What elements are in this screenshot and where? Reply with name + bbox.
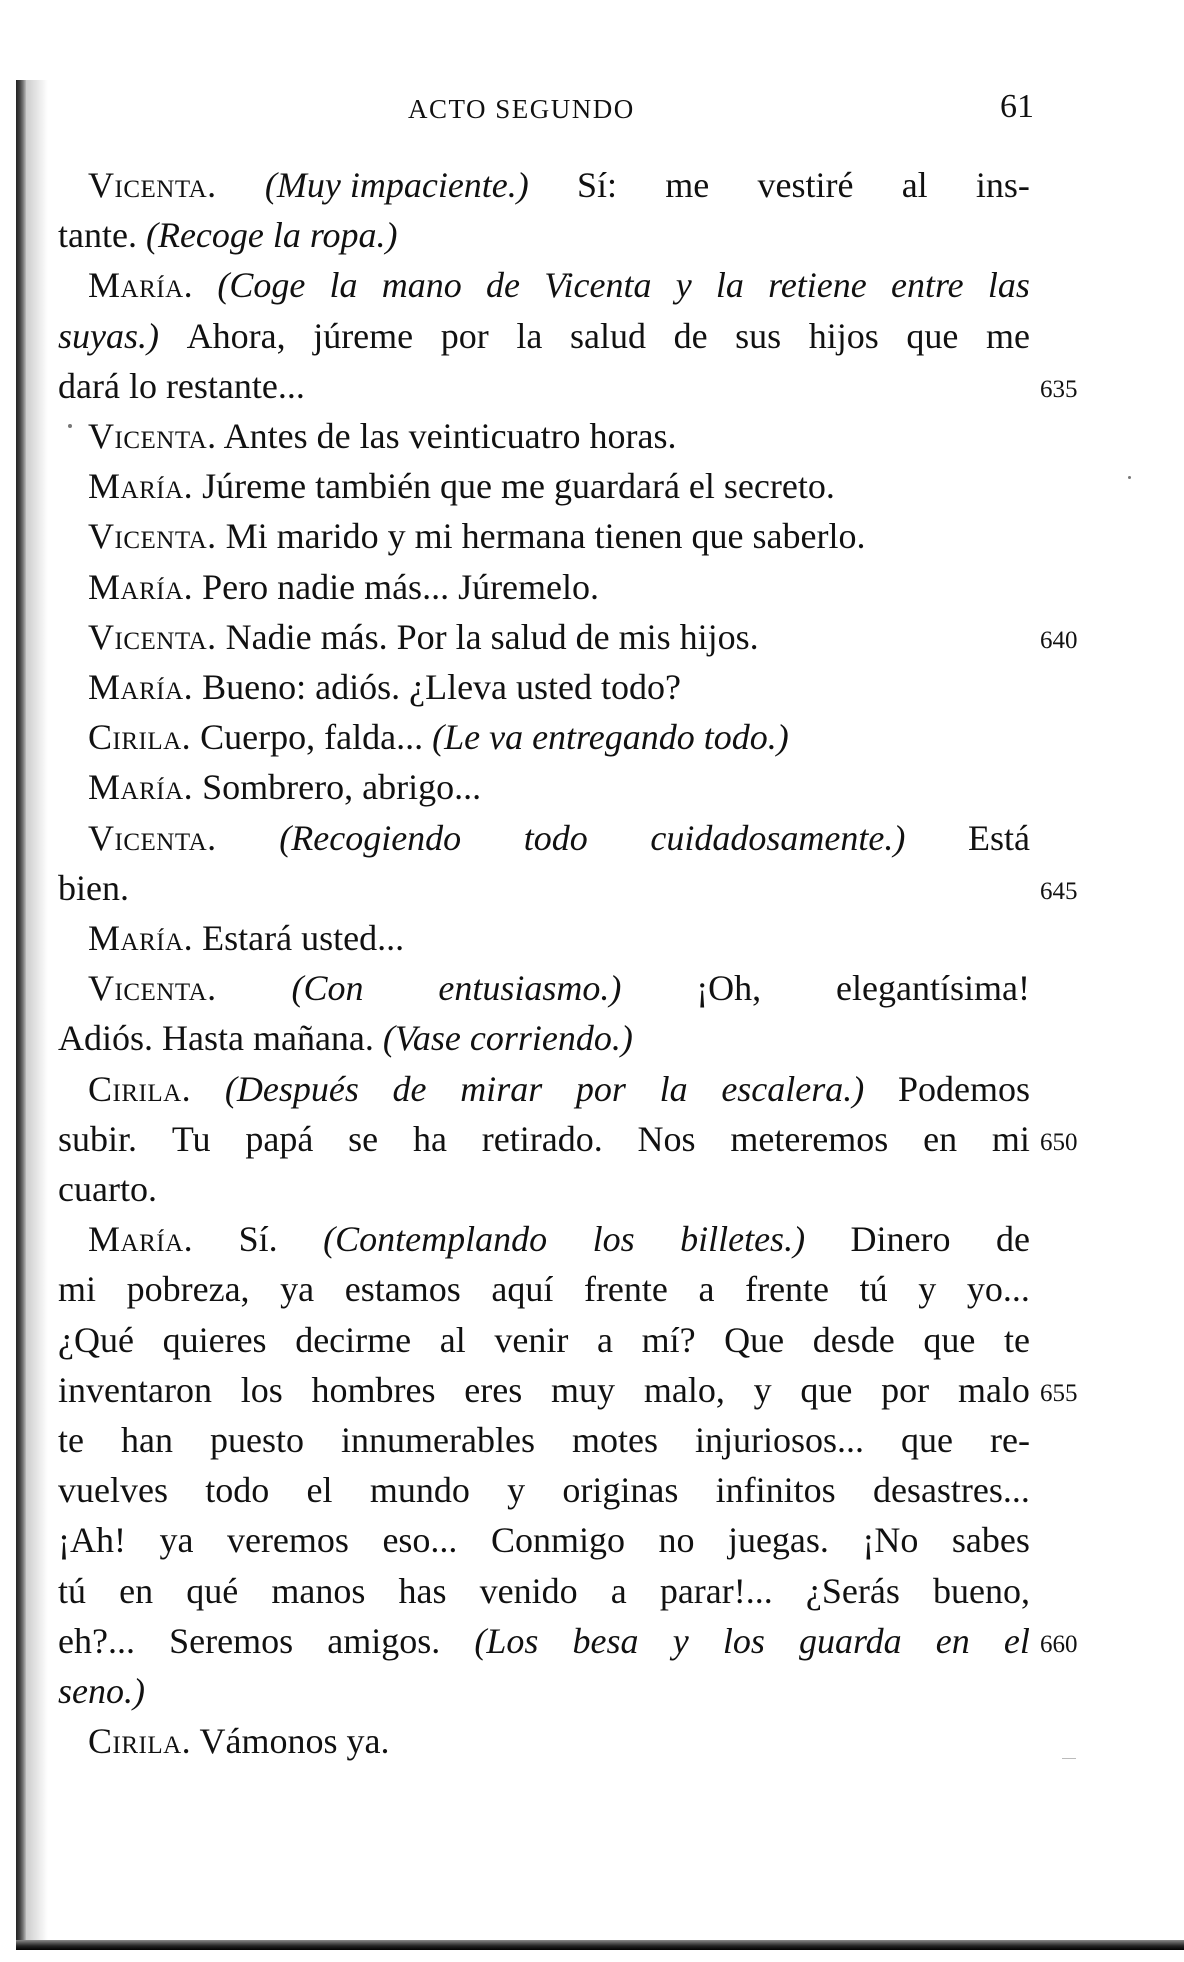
- text-line: [88, 160, 1030, 210]
- speaker-name: Vicenta.: [88, 516, 217, 556]
- dialogue-text: dará lo restante...: [58, 366, 305, 406]
- running-header: [0, 88, 1184, 128]
- speaker-name: María.: [88, 466, 194, 506]
- dialogue-text: Está: [967, 818, 1030, 858]
- dialogue-text: Bueno: adiós. ¿Lleva usted todo?: [202, 667, 682, 707]
- dialogue-text: eso...: [382, 1520, 458, 1560]
- text-line: [58, 863, 1030, 913]
- text-line: [88, 511, 1030, 561]
- stage-direction: los: [722, 1621, 765, 1661]
- margin-line-number: 645: [1040, 878, 1078, 905]
- dialogue-text: la: [516, 316, 543, 356]
- stage-direction: la: [715, 265, 744, 305]
- stage-direction: las: [987, 265, 1030, 305]
- dialogue-text: amigos.: [327, 1621, 441, 1661]
- text-line: [88, 813, 1030, 863]
- scan-speck: [1128, 476, 1131, 479]
- dialogue-text: innumerables: [341, 1420, 535, 1460]
- margin-line-number: 655: [1040, 1380, 1078, 1407]
- dialogue-text: Nadie más. Por la salud de mis hijos.: [225, 617, 759, 657]
- stage-direction: y: [672, 1621, 689, 1661]
- dialogue-text: ins-: [975, 165, 1030, 205]
- speaker-name: Vicenta.: [88, 818, 217, 858]
- dialogue-text: papá: [245, 1119, 314, 1159]
- text-line: [58, 1315, 1030, 1365]
- text-line: [58, 1415, 1030, 1465]
- text-line: [58, 1616, 1030, 1666]
- dialogue-text: se: [348, 1119, 379, 1159]
- dialogue-text: retirado.: [481, 1119, 603, 1159]
- dialogue-text: de: [996, 1219, 1030, 1259]
- dialogue-text: Júreme también que me guardará el secreto.: [202, 466, 835, 506]
- dialogue-text: Ahora,: [186, 316, 286, 356]
- dialogue-text: frente: [583, 1269, 668, 1309]
- dialogue-text: Pero nadie más... Júremelo.: [202, 567, 600, 607]
- dialogue-text: venir: [494, 1320, 569, 1360]
- dialogue-text: frente: [745, 1269, 830, 1309]
- dialogue-text: no: [658, 1520, 695, 1560]
- text-line: [88, 260, 1030, 310]
- dialogue-text: ¿Qué: [58, 1320, 134, 1360]
- margin-line-number: 650: [1040, 1129, 1078, 1156]
- dialogue-text: injuriosos...: [695, 1420, 865, 1460]
- stage-direction: y: [675, 265, 692, 305]
- scan-speck: [1062, 1758, 1076, 1759]
- speaker-name: Vicenta.: [88, 165, 217, 205]
- dialogue-text: mi: [58, 1269, 97, 1309]
- margin-line-number: 640: [1040, 627, 1078, 654]
- dialogue-text: que: [800, 1370, 853, 1410]
- dialogue-text: ya: [280, 1269, 315, 1309]
- text-line: [58, 1666, 1030, 1716]
- stage-direction: seno.): [58, 1671, 145, 1711]
- page-number: 61: [1000, 88, 1034, 125]
- scan-speck: [68, 424, 72, 428]
- dialogue-text: Sí:: [577, 165, 618, 205]
- dialogue-text: cuarto.: [58, 1169, 157, 1209]
- dialogue-text: júreme: [313, 316, 414, 356]
- speaker-name: María.: [88, 265, 194, 305]
- dialogue-text: Seremos: [169, 1621, 294, 1661]
- dialogue-text: meteremos: [730, 1119, 889, 1159]
- stage-direction: (Muy impaciente.): [264, 165, 529, 205]
- dialogue-text: mundo: [369, 1470, 470, 1510]
- text-line: [58, 210, 1030, 260]
- stage-direction: retiene: [768, 265, 867, 305]
- dialogue-text: vestiré: [757, 165, 854, 205]
- dialogue-text: me: [665, 165, 710, 205]
- dialogue-text: desde: [812, 1320, 895, 1360]
- speaker-name: Cirila.: [88, 717, 192, 757]
- dialogue-text: al: [901, 165, 928, 205]
- dialogue-text: hombres: [311, 1370, 436, 1410]
- binding-edge: [16, 80, 26, 1940]
- text-line: [88, 762, 1030, 812]
- dialogue-text: Dinero: [850, 1219, 951, 1259]
- dialogue-text: en: [923, 1119, 958, 1159]
- dialogue-text: a: [610, 1571, 627, 1611]
- dialogue-text: motes: [571, 1420, 658, 1460]
- margin-line-number: 635: [1040, 376, 1078, 403]
- dialogue-text: eres: [464, 1370, 523, 1410]
- stage-direction: en: [935, 1621, 970, 1661]
- dialogue-text: Estará usted...: [202, 918, 405, 958]
- dialogue-text: bueno,: [932, 1571, 1030, 1611]
- stage-direction: de: [486, 265, 520, 305]
- stage-direction: besa: [572, 1621, 639, 1661]
- dialogue-text: malo,: [643, 1370, 725, 1410]
- dialogue-text: qué: [186, 1571, 239, 1611]
- dialogue-text: aquí: [491, 1269, 554, 1309]
- dialogue-text: sus: [735, 316, 782, 356]
- stage-direction: (Recogiendo: [279, 818, 462, 858]
- stage-direction: por: [575, 1069, 626, 1109]
- dialogue-text: Tu: [171, 1119, 211, 1159]
- dialogue-text: infinitos: [715, 1470, 836, 1510]
- dialogue-text: originas: [562, 1470, 679, 1510]
- text-line: [88, 411, 1030, 461]
- text-line: [58, 361, 1030, 411]
- speaker-name: Vicenta.: [88, 416, 217, 456]
- speaker-name: María.: [88, 918, 194, 958]
- speaker-name: Vicenta.: [88, 617, 217, 657]
- dialogue-text: ¿Serás: [805, 1571, 900, 1611]
- stage-direction: (Vase corriendo.): [382, 1018, 633, 1058]
- stage-direction: la: [329, 265, 358, 305]
- dialogue-text: veremos: [226, 1520, 349, 1560]
- dialogue-text: te: [1003, 1320, 1030, 1360]
- dialogue-text: tú: [859, 1269, 888, 1309]
- dialogue-text: tante.: [58, 215, 137, 255]
- stage-direction: (Contemplando: [323, 1219, 548, 1259]
- dialogue-text: muy: [551, 1370, 616, 1410]
- dialogue-text: manos: [271, 1571, 366, 1611]
- dialogue-text: Sombrero, abrigo...: [202, 767, 482, 807]
- dialogue-text: Antes de las veinticuatro horas.: [223, 416, 677, 456]
- text-line: [88, 963, 1030, 1013]
- text-line: [58, 1515, 1030, 1565]
- stage-direction: (Coge: [217, 265, 306, 305]
- dialogue-text: que: [923, 1320, 976, 1360]
- text-line: [88, 913, 1030, 963]
- stage-direction: (Le va entregando todo.): [432, 717, 789, 757]
- dialogue-text: mi: [991, 1119, 1030, 1159]
- speaker-name: María.: [88, 1219, 194, 1259]
- dialogue-text: por: [440, 316, 489, 356]
- dialogue-text: estamos: [344, 1269, 461, 1309]
- stage-direction: (Recoge la ropa.): [145, 215, 398, 255]
- dialogue-text: quieres: [162, 1320, 267, 1360]
- dialogue-text: Sí.: [238, 1219, 278, 1259]
- dialogue-text: desastres...: [872, 1470, 1030, 1510]
- stage-direction: (Los: [474, 1621, 539, 1661]
- stage-direction: mano: [381, 265, 462, 305]
- dialogue-text: que: [901, 1420, 954, 1460]
- dialogue-text: ¡Ah!: [58, 1520, 126, 1560]
- dialogue-text: y: [507, 1470, 526, 1510]
- dialogue-text: de: [673, 316, 708, 356]
- dialogue-text: han: [121, 1420, 173, 1460]
- dialogue-text: por: [881, 1370, 930, 1410]
- dialogue-text: ha: [412, 1119, 447, 1159]
- stage-direction: cuidadosamente.): [650, 818, 906, 858]
- stage-direction: la: [659, 1069, 688, 1109]
- text-line: [88, 1064, 1030, 1114]
- text-line: [88, 1214, 1030, 1264]
- text-line: [58, 1566, 1030, 1616]
- text-line: [88, 662, 1030, 712]
- dialogue-text: a: [596, 1320, 613, 1360]
- dialogue-text: eh?...: [58, 1621, 135, 1661]
- dialogue-text: todo: [205, 1470, 270, 1510]
- dialogue-text: juegas.: [727, 1520, 829, 1560]
- dialogue-text: puesto: [210, 1420, 304, 1460]
- stage-direction: mirar: [460, 1069, 543, 1109]
- dialogue-text: que: [906, 316, 959, 356]
- text-line: [58, 1365, 1030, 1415]
- speaker-name: María.: [88, 767, 194, 807]
- dialogue-text: subir.: [58, 1119, 138, 1159]
- dialogue-text: pobreza,: [126, 1269, 250, 1309]
- dialogue-text: salud: [569, 316, 646, 356]
- dialogue-text: los: [240, 1370, 283, 1410]
- speaker-name: María.: [88, 567, 194, 607]
- stage-direction: todo: [523, 818, 588, 858]
- binding-shadow: [26, 80, 48, 1940]
- page-bottom-edge: [16, 1940, 1184, 1950]
- dialogue-text: inventaron: [58, 1370, 212, 1410]
- dialogue-text: al: [439, 1320, 466, 1360]
- stage-direction: entre: [890, 265, 964, 305]
- dialogue-text: y: [918, 1269, 937, 1309]
- dialogue-text: te: [58, 1420, 84, 1460]
- margin-line-number: 660: [1040, 1631, 1078, 1658]
- text-line: [88, 1716, 1030, 1766]
- speaker-name: Cirila.: [88, 1721, 192, 1761]
- dialogue-text: Adiós. Hasta mañana.: [58, 1018, 383, 1058]
- speaker-name: Vicenta.: [88, 968, 217, 1008]
- text-line: [58, 1264, 1030, 1314]
- dialogue-text: Vámonos ya.: [199, 1721, 390, 1761]
- text-line: [58, 311, 1030, 361]
- dialogue-text: ¡No: [862, 1520, 919, 1560]
- dialogue-text: el: [306, 1470, 333, 1510]
- text-line: [88, 612, 1030, 662]
- dialogue-text: parar!...: [659, 1571, 773, 1611]
- dialogue-text: Nos: [637, 1119, 696, 1159]
- dialogue-text: venido: [479, 1571, 578, 1611]
- text-line: [88, 461, 1030, 511]
- stage-direction: entusiasmo.): [438, 968, 622, 1008]
- dialogue-text: a: [698, 1269, 715, 1309]
- stage-direction: el: [1003, 1621, 1030, 1661]
- stage-direction: (Después: [224, 1069, 359, 1109]
- text-line: [58, 1013, 1030, 1063]
- dialogue-text: me: [986, 316, 1030, 356]
- dialogue-text: vuelves: [58, 1470, 168, 1510]
- dialogue-text: ya: [159, 1520, 194, 1560]
- text-line: [88, 562, 1030, 612]
- stage-direction: Vicenta: [544, 265, 652, 305]
- text-line: [58, 1465, 1030, 1515]
- dialogue-text: Conmigo: [490, 1520, 625, 1560]
- dialogue-text: Podemos: [897, 1069, 1030, 1109]
- speaker-name: Cirila.: [88, 1069, 192, 1109]
- dialogue-text: elegantísima!: [836, 968, 1030, 1008]
- text-line: [58, 1114, 1030, 1164]
- stage-direction: (Con: [291, 968, 364, 1008]
- text-line: [88, 712, 1030, 762]
- running-head-title: ACTO SEGUNDO: [408, 94, 635, 124]
- dialogue-text: y: [753, 1370, 772, 1410]
- stage-direction: de: [392, 1069, 427, 1109]
- text-line: [58, 1164, 1030, 1214]
- dialogue-text: hijos: [808, 316, 879, 356]
- dialogue-text: yo...: [966, 1269, 1030, 1309]
- stage-direction: guarda: [798, 1621, 902, 1661]
- dialogue-text: decirme: [295, 1320, 412, 1360]
- dialogue-text: Que: [724, 1320, 785, 1360]
- dialogue-text: malo: [957, 1370, 1030, 1410]
- dialogue-text: Cuerpo, falda...: [200, 717, 433, 757]
- stage-direction: escalera.): [721, 1069, 865, 1109]
- dialogue-text: ¡Oh,: [696, 968, 762, 1008]
- dialogue-text: sabes: [951, 1520, 1030, 1560]
- dialogue-text: bien.: [58, 868, 129, 908]
- dialogue-text: re-: [990, 1420, 1030, 1460]
- stage-direction: suyas.): [58, 316, 159, 356]
- dialogue-text: Mi marido y mi hermana tienen que saberlo.: [225, 516, 866, 556]
- dialogue-text: mí?: [641, 1320, 696, 1360]
- dialogue-text: has: [398, 1571, 447, 1611]
- dialogue-text: tú: [58, 1571, 87, 1611]
- stage-direction: billetes.): [680, 1219, 806, 1259]
- stage-direction: los: [592, 1219, 635, 1259]
- dialogue-text: en: [119, 1571, 154, 1611]
- speaker-name: María.: [88, 667, 194, 707]
